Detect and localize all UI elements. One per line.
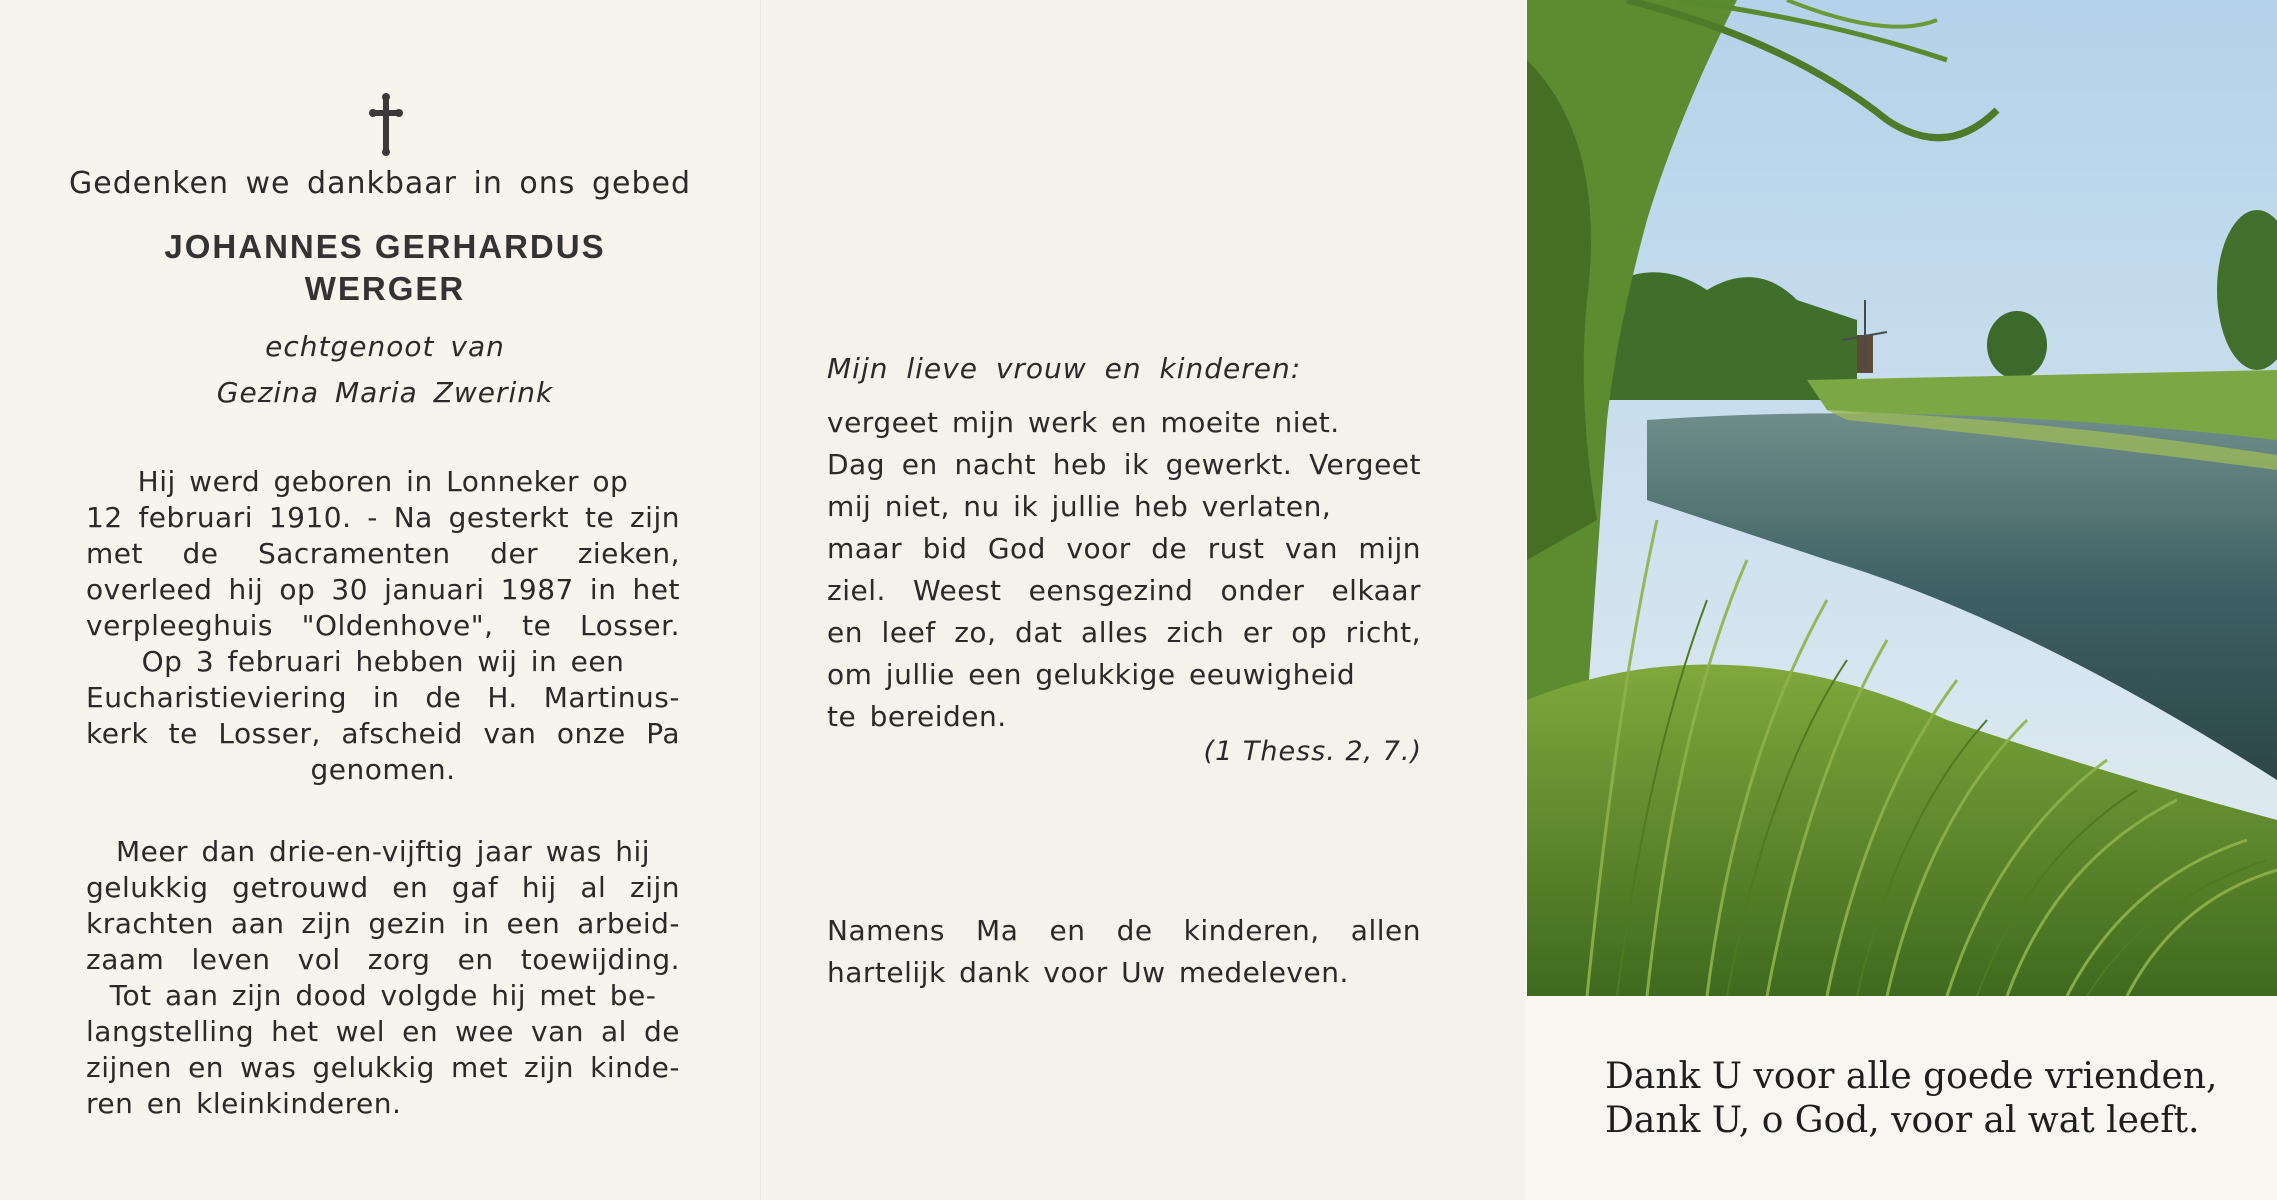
verse-text <box>1605 1055 2245 1143</box>
life-line: zaam leven vol zorg en toewijding. <box>86 943 680 976</box>
spouse-prefix: echtgenoot van <box>265 330 505 363</box>
windmill-canal-image <box>1527 0 2277 996</box>
biography-line: kerk te Losser, afscheid van onze Pa <box>86 717 680 750</box>
landscape-photo <box>1527 0 2277 996</box>
biography-paragraph <box>86 464 680 788</box>
biography-line: genomen. <box>310 753 456 786</box>
life-line: krachten aan zijn gezin in een arbeid- <box>86 907 680 940</box>
life-line: gelukkig getrouwd en gaf hij al zijn <box>86 871 680 904</box>
middle-panel <box>760 0 1526 1200</box>
biography-line: met de Sacramenten der zieken, <box>86 537 680 570</box>
deceased-name-line2: WERGER <box>304 270 466 307</box>
message-line: om jullie een gelukkige eeuwigheid <box>827 658 1356 691</box>
intro-text: Gedenken we dankbaar in ons gebed <box>68 166 691 201</box>
biography-line: verpleeghuis "Oldenhove", te Losser. <box>86 609 680 642</box>
cross-icon <box>368 92 404 158</box>
deceased-name-line1: JOHANNES GERHARDUS <box>164 228 606 265</box>
message-heading: Mijn lieve vrouw en kinderen: <box>827 352 1302 385</box>
spouse-name: Gezina Maria Zwerink <box>216 376 554 409</box>
verse-line: Dank U, o God, voor al wat leeft. <box>1605 1100 2200 1141</box>
life-paragraph <box>86 834 680 1122</box>
verse-line: Dank U voor alle goede vrienden, <box>1605 1056 2218 1097</box>
life-line: ren en kleinkinderen. <box>86 1087 402 1120</box>
message-line: vergeet mijn werk en moeite niet. <box>827 406 1340 439</box>
message-text <box>827 402 1421 738</box>
message-line: te bereiden. <box>827 700 1007 733</box>
left-panel <box>0 0 760 1200</box>
thanks-text <box>827 910 1421 994</box>
life-line: Meer dan drie-en-vijftig jaar was hij <box>115 835 651 868</box>
message-line: mij niet, nu ik jullie heb verlaten, <box>827 490 1332 523</box>
biography-line: 12 februari 1910. - Na gesterkt te zijn <box>86 501 680 534</box>
life-line: Tot aan zijn dood volgde hij met be- <box>109 979 657 1012</box>
life-line: zijnen en was gelukkig met zijn kinde- <box>86 1051 680 1084</box>
thanks-line: Namens Ma en de kinderen, allen <box>827 914 1421 947</box>
bible-reference: (1 Thess. 2, 7.) <box>1203 736 1422 767</box>
message-line: Dag en nacht heb ik gewerkt. Vergeet <box>827 448 1421 481</box>
message-line: en leef zo, dat alles zich er op richt, <box>827 616 1421 649</box>
biography-line: Eucharistieviering in de H. Martinus- <box>86 681 680 714</box>
message-line: maar bid God voor de rust van mijn <box>827 532 1421 565</box>
life-line: langstelling het wel en wee van al de <box>86 1015 680 1048</box>
biography-line: Op 3 februari hebben wij in een <box>141 645 625 678</box>
biography-line: overleed hij op 30 januari 1987 in het <box>86 573 680 606</box>
thanks-line: hartelijk dank voor Uw medeleven. <box>827 956 1349 989</box>
message-line: ziel. Weest eensgezind onder elkaar <box>827 574 1421 607</box>
biography-line: Hij werd geboren in Lonneker op <box>137 465 629 498</box>
